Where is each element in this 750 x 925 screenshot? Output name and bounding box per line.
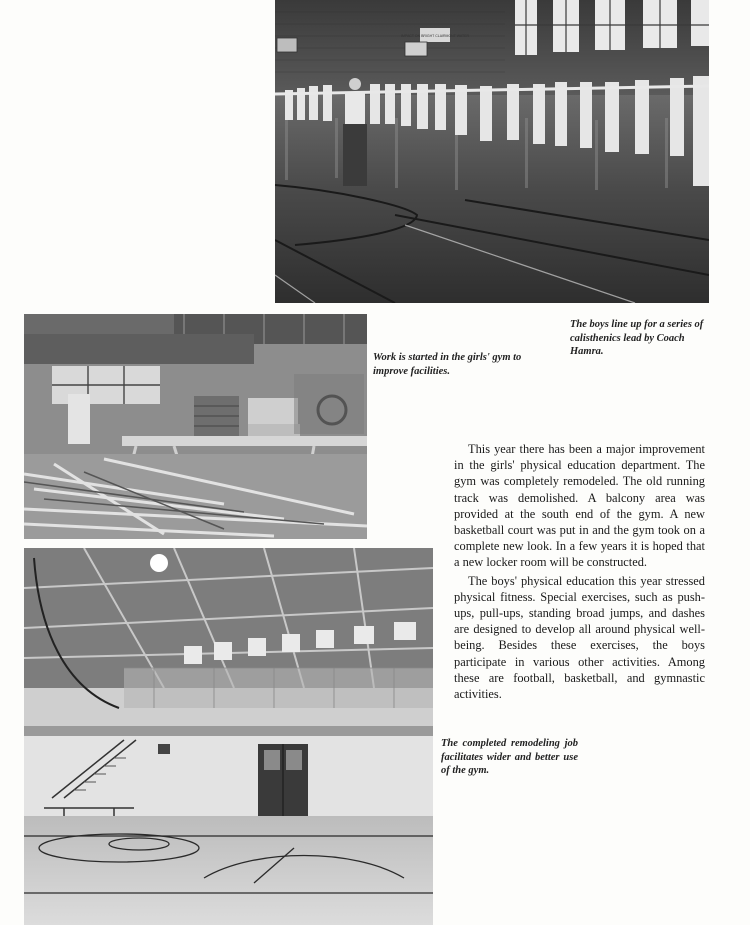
photo-boys-calisthenics: [275, 0, 709, 303]
gym-sign-text: IMPACT ON BRIGHT CLAIRMONT WATER: [401, 34, 469, 38]
caption-completed-remodeling: The completed remodeling job facilitates wider and better use of the gym.: [441, 738, 578, 776]
paragraph-girls-pe: This year there has been a major improvement in the girls' physical education department. The gym was completely remodeled. The old running track was demolished. A balcony area was provided at the south end of the gym. A new basketball court was put in and the gym took on a complete new look. In a few years it is hoped that a new locker room will be constructed.: [454, 442, 705, 570]
caption-boys-calisthenics: The boys line up for a series of calisthenics lead by Coach Hamra.: [570, 319, 704, 357]
article-body: [454, 441, 705, 702]
photo-completed-gym: [24, 548, 433, 925]
paragraph-boys-pe: The boys' physical education this year stressed physical fitness. Special exercises, such as push-ups, pull-ups, standing broad jumps, and dashes are designed to develop all around physical well-being. Besides these exercises, the boys participate in various other activities. Among these are football, basketball, and gymnastic activities.: [454, 573, 705, 702]
caption-girls-gym-work: Work is started in the girls' gym to improve facilities.: [373, 352, 522, 377]
photo-girls-gym-construction: [24, 314, 367, 539]
